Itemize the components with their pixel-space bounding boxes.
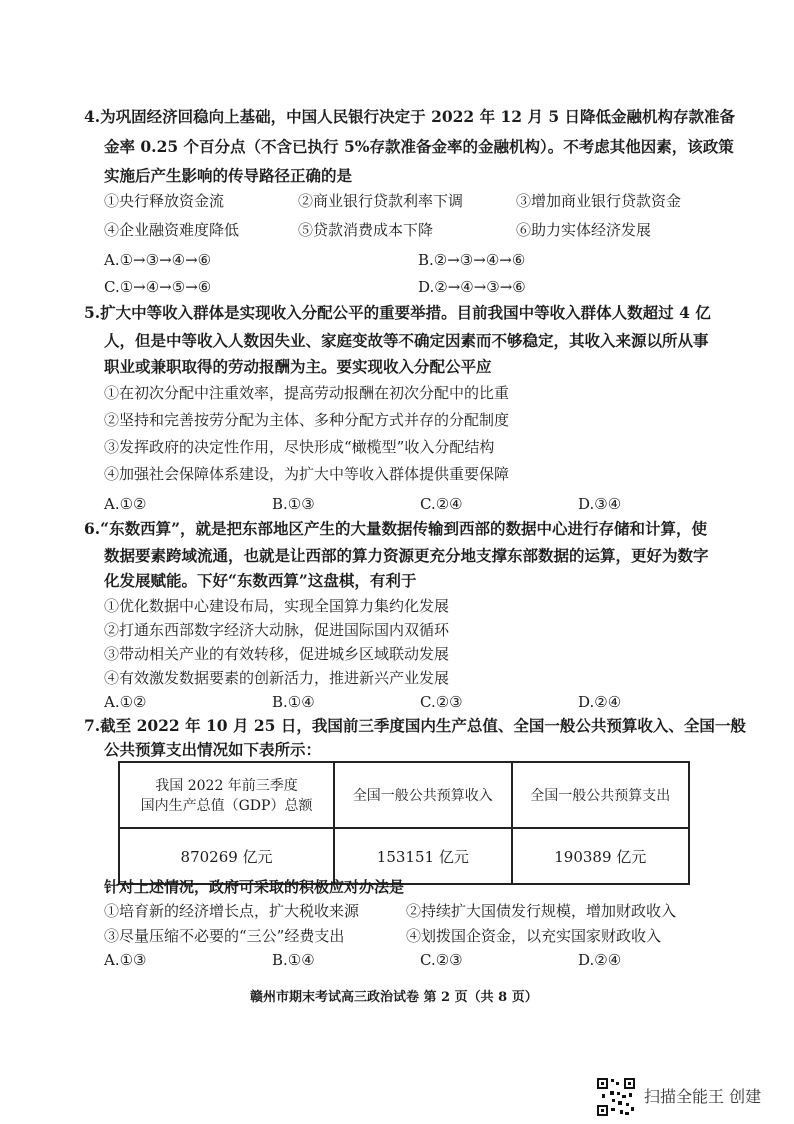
revenue-header-cell: 全国一般公共预算收入 bbox=[334, 762, 511, 828]
q7-prompt: 针对上述情况，政府可采取的积极应对办法是 bbox=[104, 878, 405, 896]
q4-stem-line-1: 4.为巩固经济回稳向上基础，中国人民银行决定于 2022 年 12 月 5 日降低金融机构存款准备 bbox=[84, 107, 736, 126]
q6-option-c: C.②③ bbox=[420, 693, 463, 711]
q7-option-a: A.①③ bbox=[104, 951, 147, 969]
q4-option-a: A.①→③→④→⑥ bbox=[104, 251, 212, 269]
q6-item-3: ③带动相关产业的有效转移，促进城乡区域联动发展 bbox=[104, 645, 450, 663]
q6-item-1: ①优化数据中心建设布局，实现全国算力集约化发展 bbox=[104, 597, 450, 615]
q5-item-1: ①在初次分配中注重效率，提高劳动报酬在初次分配中的比重 bbox=[104, 384, 510, 402]
q5-stem-line-2: 人，但是中等收入人数因失业、家庭变故等不确定因素而不够稳定，其收入来源以所从事 bbox=[104, 331, 709, 350]
q5-option-d: D.③④ bbox=[578, 495, 622, 513]
gdp-table bbox=[118, 761, 690, 885]
q5-option-c: C.②④ bbox=[420, 495, 463, 513]
q6-stem-line-2: 数据要素跨域流通，也就是让西部的算力资源更充分地支撑东部数据的运算，更好为数字 bbox=[104, 546, 709, 565]
q5-item-2: ②坚持和完善按劳分配为主体、多种分配方式并存的分配制度 bbox=[104, 411, 510, 429]
q6-option-d: D.②④ bbox=[578, 693, 622, 711]
q7-item-3: ③尽量压缩不必要的“三公”经费支出 bbox=[104, 927, 345, 945]
q4-item-5: ⑤贷款消费成本下降 bbox=[298, 221, 434, 239]
expenditure-header-cell: 全国一般公共预算支出 bbox=[512, 762, 689, 828]
q4-item-6: ⑥助力实体经济发展 bbox=[516, 221, 652, 239]
q6-option-b: B.①④ bbox=[272, 693, 315, 711]
q7-item-2: ②持续扩大国债发行规模，增加财政收入 bbox=[406, 902, 677, 920]
q7-stem-line-1: 7.截至 2022 年 10 月 25 日，我国前三季度国内生产总值、全国一般公共预算收入、全国一般 bbox=[84, 716, 746, 735]
q7-item-1: ①培育新的经济增长点，扩大税收来源 bbox=[104, 902, 360, 920]
q7-option-b: B.①④ bbox=[272, 951, 315, 969]
gdp-header-line-1: 我国 2022 年前三季度 bbox=[155, 778, 298, 794]
q5-option-a: A.①② bbox=[104, 495, 147, 513]
q7-stem-line-2: 公共预算支出情况如下表所示： bbox=[104, 740, 322, 759]
q5-item-3: ③发挥政府的决定性作用，尽快形成“橄榄型”收入分配结构 bbox=[104, 438, 495, 456]
q4-option-d: D.②→④→③→⑥ bbox=[418, 278, 526, 296]
q7-option-d: D.②④ bbox=[578, 951, 622, 969]
q4-item-2: ②商业银行贷款利率下调 bbox=[298, 192, 464, 210]
q4-option-c: C.①→④→⑤→⑥ bbox=[104, 278, 212, 296]
q5-stem-line-1: 5.扩大中等收入群体是实现收入分配公平的重要举措。目前我国中等收入群体人数超过 4 亿 bbox=[84, 303, 711, 322]
q4-item-3: ③增加商业银行贷款资金 bbox=[516, 192, 682, 210]
q6-item-2: ②打通东西部数字经济大动脉，促进国际国内双循环 bbox=[104, 621, 450, 639]
q6-option-a: A.①② bbox=[104, 693, 147, 711]
gdp-header-cell bbox=[119, 762, 334, 828]
q5-option-b: B.①③ bbox=[272, 495, 315, 513]
page-footer: 赣州市期末考试高三政治试卷 第 2 页（共 8 页） bbox=[250, 990, 538, 1005]
gdp-value-cell: 870269 亿元 bbox=[119, 828, 334, 884]
expenditure-value-cell: 190389 亿元 bbox=[512, 828, 689, 884]
q6-stem-line-1: 6.“东数西算”，就是把东部地区产生的大量数据传输到西部的数据中心进行存储和计算，使 bbox=[84, 519, 708, 538]
q6-stem-line-3: 化发展赋能。下好“东数西算”这盘棋，有利于 bbox=[104, 571, 417, 590]
q4-item-1: ①央行释放资金流 bbox=[104, 192, 225, 210]
scanner-brand-label: 扫描全能王 创建 bbox=[644, 1087, 762, 1106]
revenue-value-cell: 153151 亿元 bbox=[334, 828, 511, 884]
q5-stem-line-3: 职业或兼职取得的劳动报酬为主。要实现收入分配公平应 bbox=[104, 357, 492, 376]
q4-option-b: B.②→③→④→⑥ bbox=[418, 251, 526, 269]
gdp-header-line-2: 国内生产总值（GDP）总额 bbox=[140, 798, 313, 814]
qr-code-icon bbox=[596, 1077, 636, 1117]
q6-item-4: ④有效激发数据要素的创新活力，推进新兴产业发展 bbox=[104, 669, 450, 687]
q7-item-4: ④划拨国企资金，以充实国家财政收入 bbox=[406, 927, 662, 945]
q4-stem-line-2: 金率 0.25 个百分点（不含已执行 5%存款准备金率的金融机构）。不考虑其他因素，该政策 bbox=[104, 137, 734, 156]
q7-option-c: C.②③ bbox=[420, 951, 463, 969]
q4-item-4: ④企业融资难度降低 bbox=[104, 221, 240, 239]
q5-item-4: ④加强社会保障体系建设，为扩大中等收入群体提供重要保障 bbox=[104, 465, 510, 483]
q4-stem-line-3: 实施后产生影响的传导路径正确的是 bbox=[104, 166, 353, 185]
